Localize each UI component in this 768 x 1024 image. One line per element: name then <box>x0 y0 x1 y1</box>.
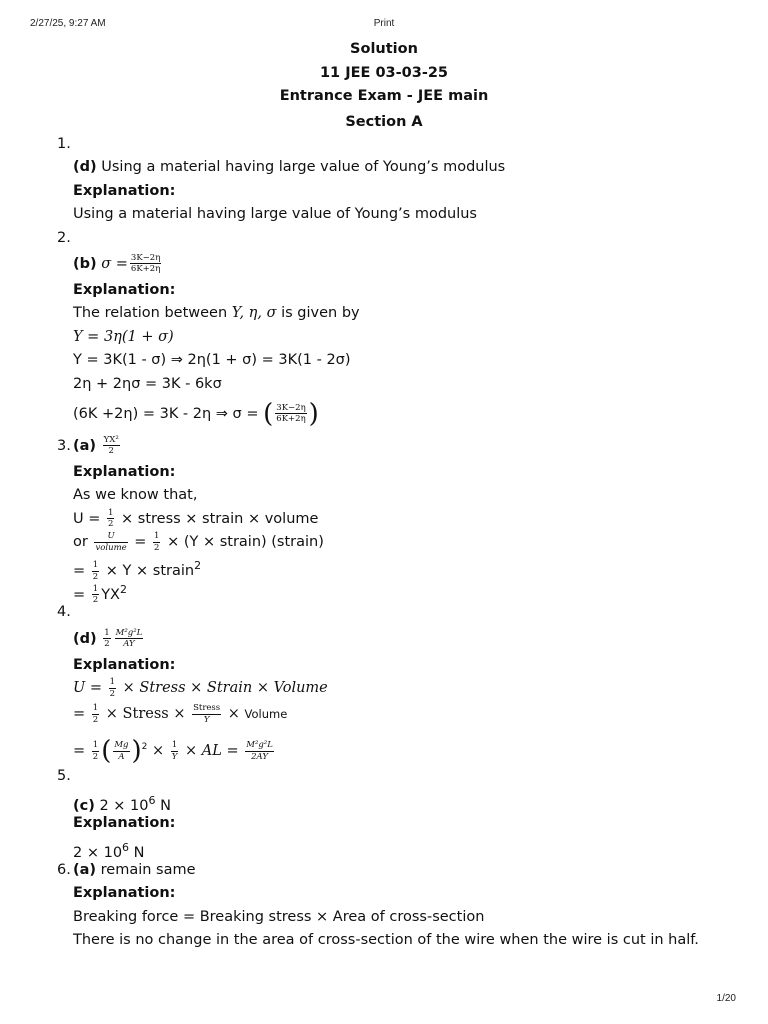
question-5-number-row <box>0 765 768 788</box>
title-block <box>0 38 768 134</box>
question-5-answer: (c) $2 \times 10^6$ N <box>73 793 171 814</box>
question-2-explanation-line-3: Y = 3K(1 - σ) ⇒ 2η(1 + σ) = 3K(1 - 2σ) <box>73 352 351 369</box>
question-3-explanation-line-1: As we know that, <box>73 487 198 504</box>
question-number: 5. <box>57 768 71 785</box>
question-2-explanation-line-2: Y = 3η(1 + σ) <box>73 328 174 345</box>
question-5-explanation: $2 \times 10^6$ N <box>73 840 145 861</box>
question-number: 4. <box>57 604 71 621</box>
question-3-explanation-line-2: U = $\frac{1}{2}$ × stress × strain × volume <box>73 507 319 530</box>
doc-title: Solution <box>350 41 418 57</box>
question-3-answer: 3. (a) $\frac{\text{YX²}}{2}$ <box>0 432 768 461</box>
question-3-explanation-line-3: or $\frac{U}{\text{volume}}$ = $\frac{1}{2}$ × (Y × strain) (strain) <box>73 531 324 553</box>
question-3-explanation-line-4: = $\frac{1}{2}$ × Y × strain$^2$ <box>73 559 202 582</box>
exam-name: Entrance Exam - JEE main <box>279 88 489 105</box>
section-title: Section A <box>345 113 423 130</box>
question-2-explanation-line-4: 2η + 2ησ = 3K - 6kσ <box>73 375 222 392</box>
question-number: 3. <box>57 437 71 454</box>
test-code: 11 JEE 03-03-25 <box>319 64 449 81</box>
question-6-explanation-line-1: Breaking force = Breaking stress × Area of cross-section <box>73 908 485 925</box>
question-4-explanation-line-1: U = $\frac{1}{2}$ × Stress × Strain × Volume <box>73 677 328 699</box>
question-4-explanation-line-2: = $\frac{1}{2}$ × Stress × $\frac{\text{Stress}}{Y}$ × Volume <box>73 703 288 725</box>
page-number: 1/20 <box>716 993 736 1004</box>
question-number: 6. <box>57 861 71 878</box>
question-6-explanation-line-2: There is no change in the area of cross-section of the wire when the wire is cut in half. <box>73 932 699 949</box>
question-2-number-row <box>0 227 768 250</box>
solutions-list <box>0 133 768 953</box>
question-4-explanation-line-3: = $\frac{1}{2}$ ( $\frac{Mg}{A}$ )$^2$ × $\frac{1}{Y}$ × AL = $\frac{\text{M²g²L}}{2AY}$ <box>73 736 273 767</box>
answer-fraction: $\frac{3K-2\eta}{6K+2\eta}$ <box>130 252 161 275</box>
answer-text: Using a material having large value of Young’s modulus <box>101 159 506 176</box>
question-2-answer: (b) σ = $\frac{3K-2\eta}{6K+2\eta}$ <box>73 252 161 275</box>
question-number: 2. <box>57 229 71 246</box>
question-2-explanation-line-5: (6K +2η) = 3K - 2η ⇒ σ = ( $\frac{3K-2\eta}{6K+2\eta}$ ) <box>73 398 319 429</box>
question-3-explanation-label: Explanation: <box>73 463 176 480</box>
question-3-explanation-line-5: = $\frac{1}{2}$ $YX^2$ <box>73 582 127 606</box>
question-4-answer: (d) $\frac{1}{2}$ $\frac{\text{M²g²L}}{AY}$ <box>73 627 143 650</box>
question-2-explanation-label: Explanation: <box>73 281 176 298</box>
question-5-explanation-label: Explanation: <box>73 815 176 832</box>
question-6-explanation-label: Explanation: <box>73 885 176 902</box>
question-1-explanation-label: Explanation: <box>73 182 176 199</box>
question-2-explanation-line-1: The relation between Y, η, σ is given by <box>73 305 360 322</box>
question-4-number-row <box>0 601 768 624</box>
question-6-answer: 6. (a) remain same <box>0 859 768 882</box>
print-datetime: 2/27/25, 9:27 AM <box>30 18 106 29</box>
print-header-title: Print <box>373 18 395 29</box>
question-1-number-row <box>0 133 768 156</box>
answer-option: (d) <box>73 159 97 176</box>
question-number: 1. <box>57 136 71 152</box>
question-1-explanation: Using a material having large value of Young’s modulus <box>73 206 477 223</box>
question-4-explanation-label: Explanation: <box>73 656 176 673</box>
question-1-answer <box>0 156 768 179</box>
